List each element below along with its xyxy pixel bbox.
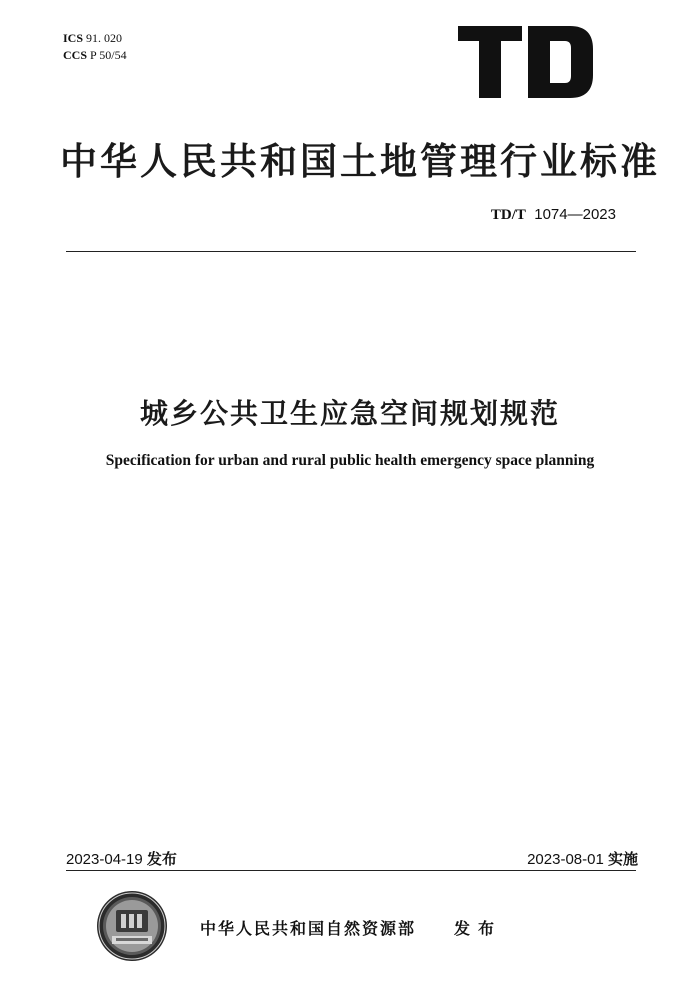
document-title-cn: 城乡公共卫生应急空间规划规范 <box>139 397 560 430</box>
ics-value: 91. 020 <box>86 31 123 45</box>
logo-d <box>528 26 593 98</box>
standard-number-prefix: TD/T <box>490 207 526 223</box>
ccs-label: CCS <box>63 48 88 62</box>
release-date <box>66 848 177 869</box>
classification-codes <box>63 30 127 64</box>
standard-number-value: 1074—2023 <box>534 206 616 223</box>
implement-date <box>527 848 638 869</box>
bottom-divider <box>66 870 636 871</box>
ics-label: ICS <box>63 31 84 45</box>
release-date-value: 2023-04-19 <box>66 851 143 868</box>
implement-word: 实施 <box>607 850 638 868</box>
top-divider <box>66 251 636 252</box>
standard-category-title: 中华人民共和国土地管理行业标准 <box>60 140 660 183</box>
release-word: 发布 <box>146 850 177 868</box>
issue-word: 发布 <box>454 919 503 938</box>
ccs-code <box>63 47 127 64</box>
ics-code <box>63 30 127 47</box>
logo-t-stem <box>479 26 501 98</box>
td-logo <box>458 24 593 100</box>
standard-number <box>491 206 616 224</box>
document-title-en: Specification for urban and rural public health emergency space planning <box>105 452 595 469</box>
implement-date-value: 2023-08-01 <box>527 851 604 868</box>
ministry-seal-icon <box>96 890 168 962</box>
ccs-value: P 50/54 <box>90 48 127 62</box>
issuing-authority: 中华人民共和国自然资源部 <box>200 919 417 938</box>
